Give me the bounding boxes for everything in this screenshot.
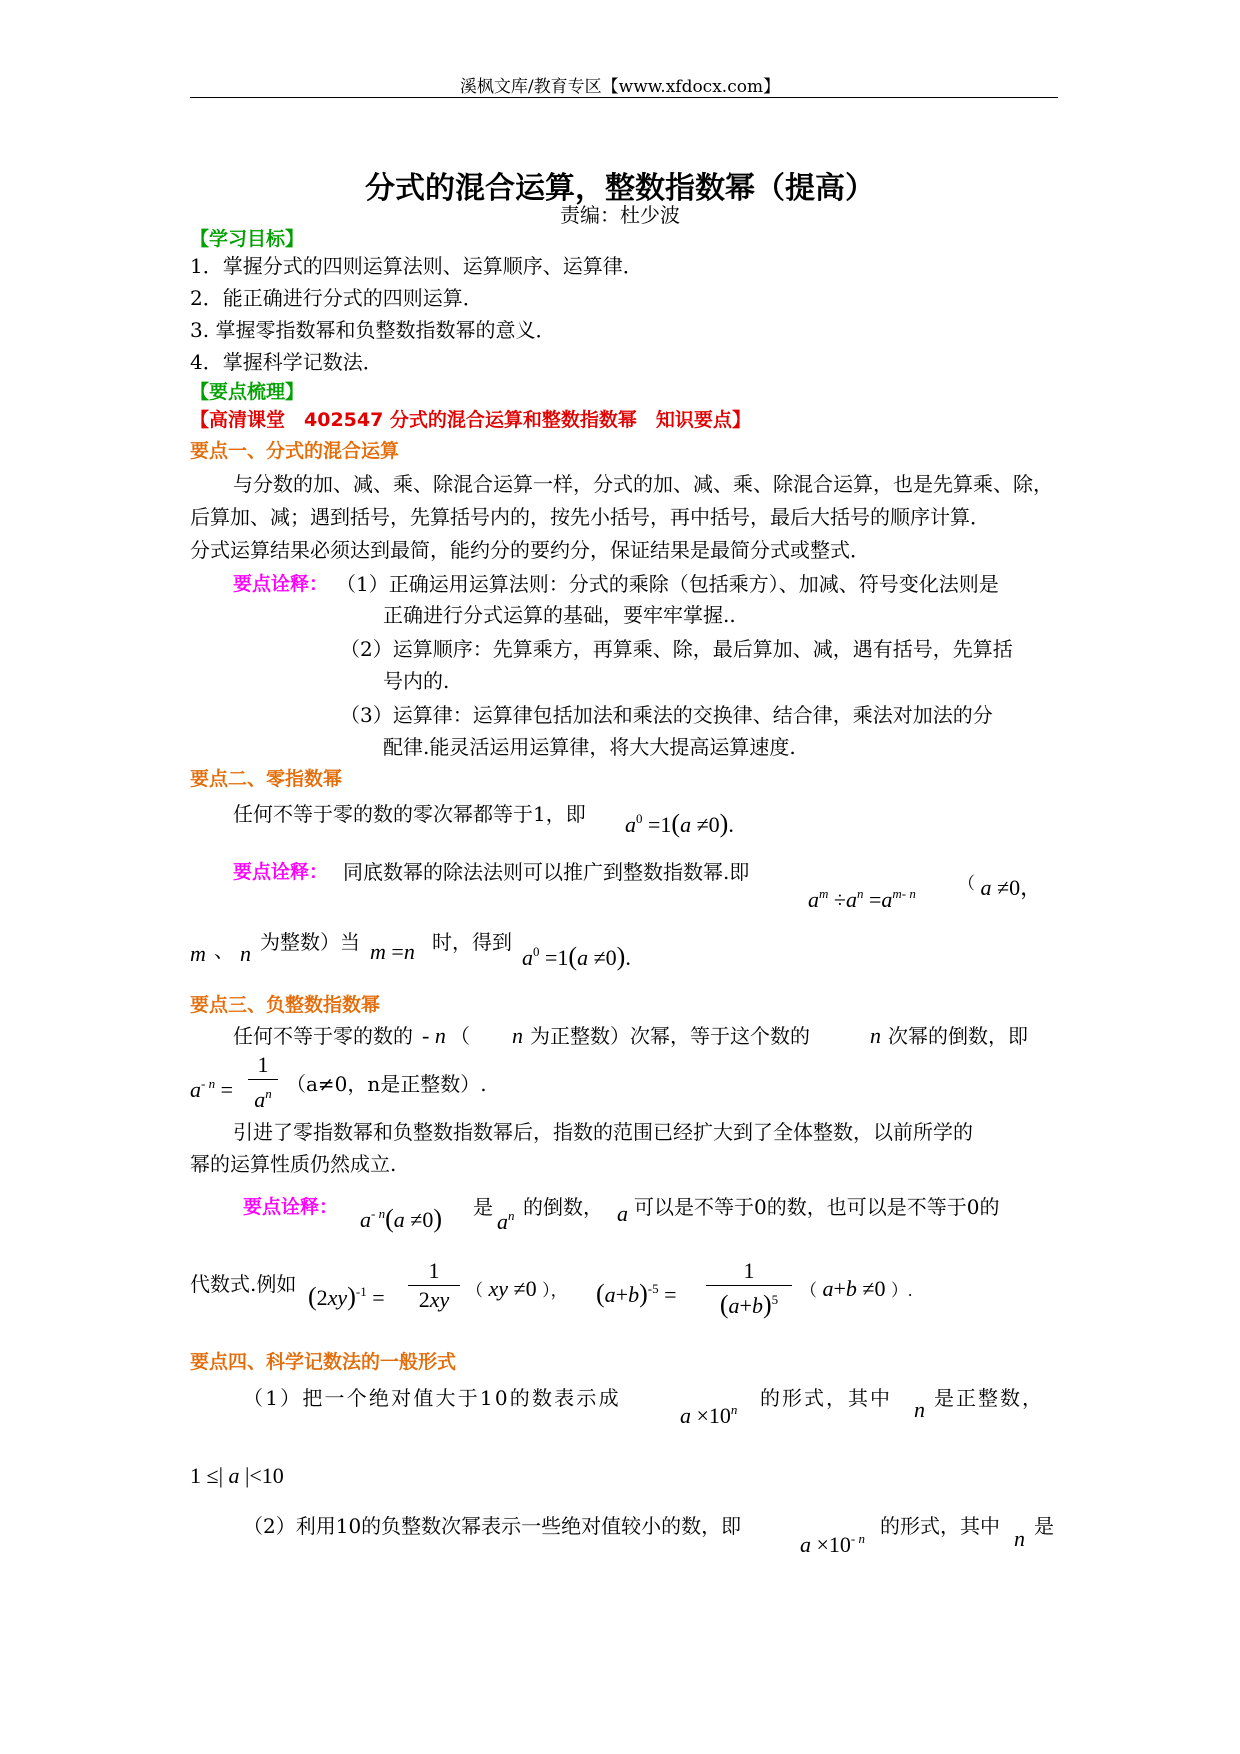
goal-item: 1．掌握分式的四则运算法则、运算顺序、运算律．	[190, 254, 643, 278]
example-1-lhs: $(2xy)^{-1}$ =	[308, 1282, 385, 1311]
formula-division: $a^m \div a^n =a^{m- n}$	[808, 886, 916, 912]
formula-condition: （ a ≠0，	[958, 874, 1043, 900]
note-text: 是	[473, 1195, 493, 1219]
note-text: 正确进行分式运算的基础，要牢牢掌握..	[383, 603, 736, 627]
note-text: 号内的.	[383, 669, 450, 693]
example-prefix: 代数式.例如	[190, 1272, 297, 1296]
point4-text: 的形式，其中	[760, 1386, 892, 1410]
note-text: 可以是不等于0的数，也可以是不等于0的	[634, 1195, 1000, 1219]
note-text: 的倒数，	[523, 1195, 603, 1219]
formula-m-eq-n: m =n	[370, 939, 415, 964]
point2-text: 任何不等于零的数的零次幂都等于1，即	[233, 802, 586, 826]
point1-text: 后算加、减；遇到括号，先算括号内的，按先小括号，再中括号，最后大括号的顺序计算．	[190, 505, 990, 529]
formula-n: n	[914, 1397, 925, 1422]
point4-text: 的形式，其中	[880, 1514, 1000, 1538]
goal-item: 3. 掌握零指数幂和负整数指数幂的意义．	[190, 318, 556, 342]
note-label: 要点诠释：	[233, 861, 329, 883]
point3-text: 引进了零指数幂和负整数指数幂后，指数的范围已经扩大到了全体整数，以前所学的	[233, 1120, 973, 1144]
formula-range: 1 ≤| a |<10	[190, 1463, 284, 1488]
point3-text: 为正整数）次幂，等于这个数的	[530, 1024, 810, 1048]
note-label: 要点诠释：	[233, 573, 329, 595]
formula-n: n	[870, 1023, 881, 1048]
point3-text: 任何不等于零的数的	[233, 1024, 413, 1048]
formula-neg-n: - n	[422, 1023, 446, 1048]
note-text: 同底数幂的除法法则可以推广到整数指数幂.即	[343, 860, 750, 884]
point4-text: （1）把一个绝对值大于10的数表示成	[243, 1386, 621, 1410]
note-text: （3）运算律：运算律包括加法和乘法的交换律、结合律，乘法对加法的分	[340, 703, 993, 727]
example-1-cond: （ xy ≠0 ），	[466, 1276, 568, 1301]
point4-text: 是正整数，	[934, 1386, 1044, 1410]
note-text: 配律.能灵活运用运算律，将大大提高运算速度.	[383, 735, 796, 759]
example-2-lhs: $(a+b)^{-5}$ =	[596, 1279, 677, 1308]
goal-item: 2．能正确进行分式的四则运算．	[190, 286, 483, 310]
fraction-1-over-an: 1 $a^n$	[248, 1052, 278, 1113]
example-2-fraction: 1 $(a+b)^5$	[706, 1258, 792, 1319]
point3-text: 次幂的倒数，即	[888, 1024, 1028, 1048]
editor-line: 责编：杜少波	[560, 203, 680, 227]
formula-zero-exponent: $a^0 =1(a \ne 0)$.	[625, 809, 734, 838]
formula-m: m	[190, 941, 206, 966]
point4-text: 是	[1034, 1514, 1054, 1538]
video-link[interactable]: 【高清课堂 402547 分式的混合运算和整数指数幂 知识要点】	[190, 409, 751, 431]
note-text: （2）运算顺序：先算乘方，再算乘、除，最后算加、减，遇有括号，先算括	[340, 637, 1013, 661]
note-text: （1）正确运用运算法则：分式的乘除（包括乘方）、加减、符号变化法则是	[336, 572, 999, 596]
point1-text: 与分数的加、减、乘、除混合运算一样，分式的加、减、乘、除混合运算，也是先算乘、除，	[233, 472, 1053, 496]
example-2-cond: （ a+b ≠0 ）.	[800, 1276, 913, 1301]
note-label: 要点诠释：	[243, 1196, 339, 1218]
formula-sci-notation: $a \times 10^n$	[680, 1402, 738, 1428]
page-header: 溪枫文库/教育专区【www.xfdocx.com】	[459, 77, 781, 97]
point1-heading: 要点一、分式的混合运算	[190, 440, 400, 462]
point4-text: （2）利用10的负整数次幂表示一些绝对值较小的数，即	[243, 1514, 742, 1538]
point3-text: （	[450, 1024, 470, 1048]
formula-n: n	[512, 1023, 523, 1048]
formula-n: n	[1014, 1526, 1025, 1551]
formula-sci-notation-neg: $a \times 10^{- n}$	[800, 1531, 866, 1557]
formula-n: n	[240, 941, 251, 966]
header-rule	[190, 97, 1058, 98]
point3-text: 幂的运算性质仍然成立.	[190, 1152, 397, 1176]
separator: 、	[214, 938, 234, 962]
goals-heading: 【学习目标】	[190, 228, 305, 250]
page-title: 分式的混合运算，整数指数幂（提高）	[365, 171, 875, 206]
formula-zero-exponent-2: $a^0 =1(a \ne 0)$.	[522, 942, 631, 971]
formula-an: $a^n$	[497, 1208, 515, 1234]
goal-item: 4．掌握科学记数法．	[190, 350, 383, 374]
formula-a: a	[617, 1201, 628, 1226]
point3-condition: （a≠0，n是正整数）.	[286, 1072, 487, 1096]
point3-heading: 要点三、负整数指数幂	[190, 994, 381, 1016]
point2-text: 时，得到	[432, 930, 512, 954]
point2-text: 为整数）当	[260, 930, 360, 954]
summary-heading: 【要点梳理】	[190, 381, 305, 403]
point4-heading: 要点四、科学记数法的一般形式	[190, 1351, 457, 1373]
formula-neg-exponent-cond: $a^{- n}(a \ne 0)$	[360, 1204, 443, 1233]
point2-heading: 要点二、零指数幂	[190, 768, 343, 790]
example-1-fraction: 1 2xy	[408, 1258, 460, 1313]
formula-neg-exponent: $a^{- n}$ =	[190, 1076, 234, 1102]
point1-text: 分式运算结果必须达到最简，能约分的要约分，保证结果是最简分式或整式．	[190, 538, 870, 562]
